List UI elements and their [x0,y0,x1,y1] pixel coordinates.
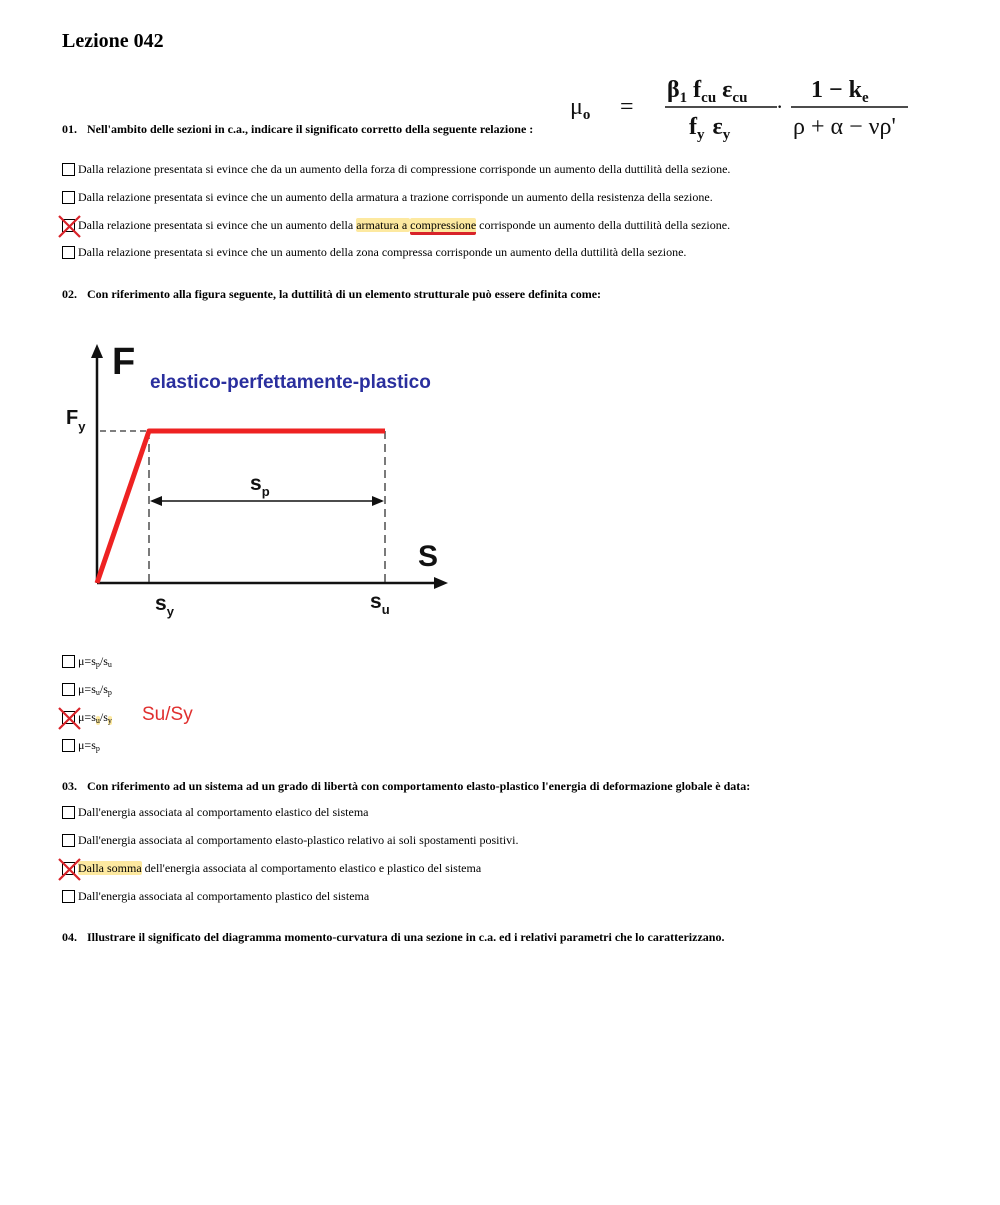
option-text: Dall'energia associata al comportamento plastico del sistema [78,888,370,903]
option-text: Dalla relazione presentata si evince che un aumento della zona compressa corrisponde un aumento della duttilità della sezione. [78,244,687,259]
formula-right-denominator: ρ + α − νρ' [793,114,896,140]
q1-option-4[interactable] [62,244,686,260]
highlight: armatura a [356,217,411,232]
option-text: Dall'energia associata al comportamento elasto-plastico relativo ai soli spostamenti positivi. [78,832,519,847]
elastic-plastic-curve [97,431,385,583]
question-01 [62,122,533,137]
force-displacement-diagram [60,330,500,630]
question-text: Illustrare il significato del diagramma momento-curvatura di una sezione in c.a. ed i relativi parametri che lo caratterizzano. [87,930,725,944]
question-text: Nell'ambito delle sezioni in c.a., indicare il significato corretto della seguente relazione : [87,122,534,136]
checkbox[interactable] [62,834,75,847]
fy-label: $F_y$ [66,407,86,434]
q2-option-3[interactable] [62,709,112,725]
option-text: Dalla relazione presentata si evince che un aumento della armatura a trazione corrisponde un aumento della resistenza della sezione. [78,189,713,204]
question-number: 02. [62,287,77,301]
figure-title: elastico-perfettamente-plastico [150,372,431,393]
option-text: $\mu=s_p/s_u$ [78,653,112,669]
q3-option-2[interactable] [62,832,519,848]
question-text: Con riferimento alla figura seguente, la duttilità di un elemento strutturale può essere definita come: [87,287,602,301]
x-axis-arrow-icon [434,577,448,589]
sp-label: $s_p$ [250,472,270,499]
checkbox[interactable] [62,191,75,204]
question-text: Con riferimento ad un sistema ad un grado di libertà con comportamento elasto-plastico l'energia di deformazione globale è data: [87,779,751,793]
question-number: 01. [62,122,77,136]
q3-option-4[interactable] [62,888,369,904]
option-text: $\mu=s_u/s_p$ [78,681,112,697]
checkbox-checked[interactable] [62,862,75,875]
q3-option-3[interactable] [62,860,481,876]
checkbox-checked[interactable] [62,219,75,232]
q2-option-1[interactable] [62,653,112,669]
formula-denominator: $f_y$ $\varepsilon_y$ [689,114,731,143]
checkbox[interactable] [62,163,75,176]
highlight: Dalla somma [78,860,142,875]
page-title: Lezione 042 [62,30,164,52]
question-number: 04. [62,930,77,944]
option-text: Dalla relazione presentata si evince che un aumento della armatura a compressione corrisponde un aumento della duttilità della sezione. [78,218,730,233]
formula-equals: = [620,94,634,120]
su-label: $s_u$ [370,590,390,617]
checkbox[interactable] [62,655,75,668]
checkbox-checked[interactable] [62,711,75,724]
checkbox[interactable] [62,683,75,696]
q1-option-1[interactable] [62,161,730,177]
checkbox[interactable] [62,806,75,819]
red-x-mark-icon [58,707,81,730]
q1-option-2[interactable] [62,189,713,205]
q2-option-2[interactable] [62,681,112,697]
q3-option-1[interactable] [62,804,369,820]
option-text: Dalla somma dell'energia associata al comportamento elastico e plastico del sistema [78,860,482,875]
formula-ductility [565,70,915,150]
formula-right-numerator: $1 - k_e$ [811,77,869,106]
option-text: $\mu=s_p$ [78,737,100,753]
option-text: Dall'energia associata al comportamento elastico del sistema [78,804,369,819]
checkbox[interactable] [62,246,75,259]
checkbox[interactable] [62,739,75,752]
option-text: Dalla relazione presentata si evince che da un aumento della forza di compressione corrisponde un aumento della duttilità della sezione. [78,161,731,176]
y-axis-arrow-icon [91,344,103,358]
question-02 [62,287,601,302]
highlight-underline: compressione [410,218,476,235]
question-04 [62,930,724,945]
q1-option-3[interactable] [62,217,730,233]
formula-lhs: $\mu_o$ [570,94,591,123]
red-x-mark-icon [58,215,81,238]
question-number: 03. [62,779,77,793]
y-axis-label: F [112,341,136,383]
q2-option-4[interactable] [62,737,100,753]
formula-numerator: $\beta_1$ $f_{cu}$ $\varepsilon_{cu}$ [667,77,748,106]
x-axis-label: S [418,540,439,573]
option-text: $\mu=s_u/s_y$ [78,709,112,725]
red-x-mark-icon [58,858,81,881]
checkbox[interactable] [62,890,75,903]
formula-dot: · [776,94,784,119]
handwritten-note: Su/Sy [142,704,193,725]
sy-label: $s_y$ [155,592,174,619]
question-03 [62,779,750,794]
